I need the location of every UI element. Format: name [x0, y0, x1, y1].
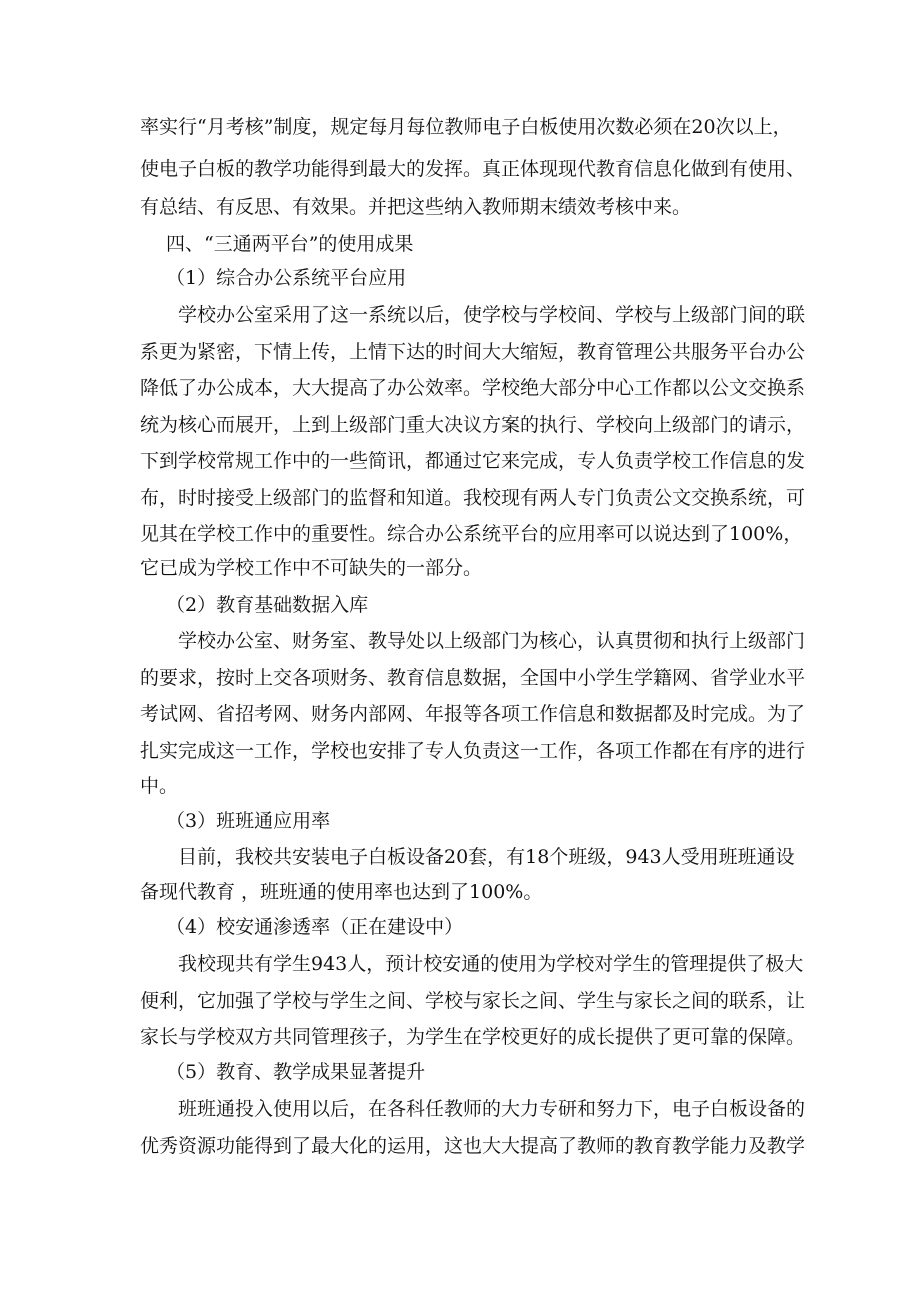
text-line: 考试网、省招考网、财务内部网、年报等各项工作信息和数据都及时完成。为了	[140, 703, 806, 725]
text-line: 目前，我校共安装电子白板设备20套，有18个班级，943人受用班班通设	[178, 846, 795, 868]
text-line: 备现代教育 ，班班通的使用率也达到了100%。	[140, 881, 543, 903]
text-line: 见其在学校工作中的重要性。综合办公系统平台的应用率可以说达到了100%，	[140, 523, 803, 545]
text-line: 它已成为学校工作中不可缺失的一部分。	[140, 557, 483, 579]
text-line: 下到学校常规工作中的一些简讯，都通过它来完成，专人负责学校工作信息的发	[140, 450, 806, 472]
subsection-heading: （2）教育基础数据入库	[166, 594, 369, 616]
text-line: 统为核心而展开，上到上级部门重大决议方案的执行、学校向上级部门的请示，	[140, 414, 806, 436]
subsection-heading: （5）教育、教学成果显著提升	[166, 1061, 426, 1083]
text-line: 使电子白板的教学功能得到最大的发挥。真正体现现代教育信息化做到有使用、	[140, 158, 806, 180]
text-line: 便利，它加强了学校与学生之间、学校与家长之间、学生与家长之间的联系，让	[140, 990, 806, 1012]
text-line: 布，时时接受上级部门的监督和知道。我校现有两人专门负责公文交换系统，可	[140, 487, 806, 509]
text-line: 家长与学校双方共同管理孩子，为学生在学校更好的成长提供了更可靠的保障。	[140, 1026, 806, 1048]
text-line: 降低了办公成本，大大提高了办公效率。学校绝大部分中心工作都以公文交换系	[140, 377, 806, 399]
subsection-heading: （4）校安通渗透率（正在建设中）	[166, 916, 464, 938]
text-line: 我校现共有学生943人，预计校安通的使用为学校对学生的管理提供了极大	[178, 953, 804, 975]
text-line: 的要求，按时上交各项财务、教育信息数据，全国中小学生学籍网、省学业水平	[140, 667, 806, 689]
text-line: 扎实完成这一工作，学校也安排了专人负责这一工作，各项工作都在有序的进行	[140, 740, 806, 762]
text-line: 有总结、有反思、有效果。并把这些纳入教师期末绩效考核中来。	[140, 196, 692, 218]
text-line: 班班通投入使用以后，在各科任教师的大力专研和努力下，电子白板设备的	[178, 1098, 806, 1120]
section-heading: 四、“三通两平台”的使用成果	[166, 233, 414, 255]
text-line: 优秀资源功能得到了最大化的运用，这也大大提高了教师的教育教学能力及教学	[140, 1135, 806, 1157]
text-line: 率实行“月考核”制度，规定每月每位教师电子白板使用次数必须在20次以上，	[140, 116, 792, 138]
text-line: 学校办公室采用了这一系统以后，使学校与学校间、学校与上级部门间的联	[178, 304, 806, 326]
text-line: 系更为紧密，下情上传，上情下达的时间大大缩短，教育管理公共服务平台办公	[140, 341, 806, 363]
text-line: 中。	[140, 775, 179, 797]
text-line: 学校办公室、财务室、教导处以上级部门为核心，认真贯彻和执行上级部门	[178, 630, 806, 652]
subsection-heading: （3）班班通应用率	[166, 810, 331, 832]
subsection-heading: （1）综合办公系统平台应用	[166, 267, 407, 289]
